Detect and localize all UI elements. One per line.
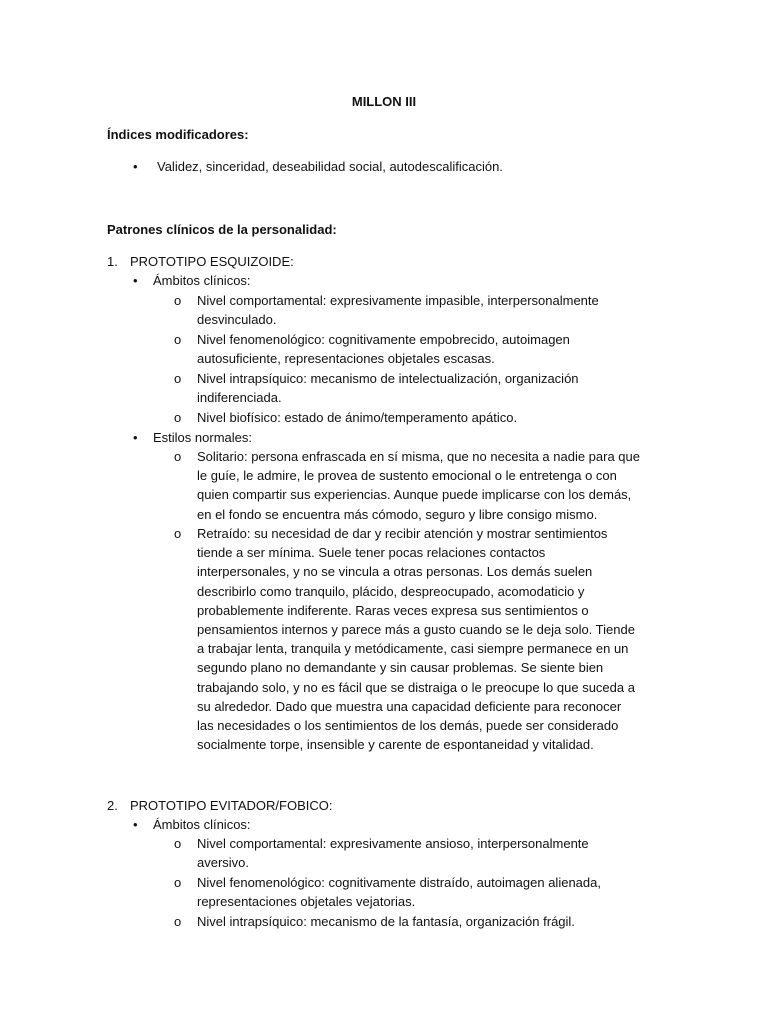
- list-item: [197, 873, 601, 911]
- bullet-marker: •: [133, 273, 138, 288]
- list-item: [197, 834, 589, 872]
- sub-marker: o: [174, 410, 182, 425]
- text-line: segundo plano no demandante y sin causar problemas. Se siente bien: [197, 660, 604, 676]
- text-line: en el fondo se encuentra más cómodo, seguro y libre consigo mismo.: [197, 506, 598, 522]
- text-line: Nivel biofísico: estado de ánimo/temperamento apático.: [197, 410, 518, 425]
- list-item: [197, 912, 575, 931]
- text-line: probablemente indiferente. Raras veces expresa sus sentimientos o: [197, 602, 589, 618]
- text-line: Nivel comportamental: expresivamente ansioso, interpersonalmente: [197, 836, 589, 851]
- patrones-heading: Patrones clínicos de la personalidad:: [107, 222, 337, 237]
- sub-marker: o: [174, 371, 182, 386]
- indices-heading: Índices modificadores:: [107, 127, 249, 142]
- sub-marker: o: [174, 526, 182, 541]
- text-line: a trabajar lenta, tranquila y metódicamente, casi siempre permanece en un: [197, 641, 629, 657]
- text-line: Nivel intrapsíquico: mecanismo de intelectualización, organización: [197, 371, 579, 386]
- list-item: [197, 291, 599, 329]
- text-line: desvinculado.: [197, 312, 277, 328]
- text-line: tiende a ser mínima. Suele tener pocas relaciones contactos: [197, 545, 546, 561]
- bullet-marker: •: [133, 817, 138, 832]
- estilos-label: Estilos normales:: [153, 430, 252, 445]
- text-line: Nivel fenomenológico: cognitivamente distraído, autoimagen alienada,: [197, 875, 601, 890]
- text-line: socialmente torpe, insensible y carente de espontaneidad y vitalidad.: [197, 737, 594, 753]
- section-number: 1.: [107, 254, 118, 269]
- sub-marker: o: [174, 914, 182, 929]
- list-item: [197, 524, 635, 754]
- sub-marker: o: [174, 293, 182, 308]
- section-number: 2.: [107, 798, 118, 813]
- text-line: Nivel comportamental: expresivamente impasible, interpersonalmente: [197, 293, 599, 308]
- list-item: [197, 330, 570, 368]
- sub-marker: o: [174, 875, 182, 890]
- text-line: representaciones objetales vejatorias.: [197, 894, 416, 910]
- bullet-marker: •: [133, 159, 138, 174]
- text-line: le guíe, le admire, le provea de sustento emocional o le entretenga o con: [197, 468, 617, 484]
- sub-marker: o: [174, 332, 182, 347]
- text-line: su alrededor. Dado que muestra una capacidad deficiente para reconocer: [197, 698, 622, 714]
- sub-marker: o: [174, 449, 182, 464]
- section-title: PROTOTIPO ESQUIZOIDE:: [130, 254, 294, 269]
- text-line: pensamientos internos y parece más a gusto cuando se le deja solo. Tiende: [197, 622, 635, 638]
- text-line: quien compartir sus experiencias. Aunque puede implicarse con los demás,: [197, 487, 632, 503]
- list-item: [197, 369, 579, 407]
- text-line: trabajando solo, y no es fácil que se distraiga o le preocupe lo que suceda a: [197, 679, 635, 695]
- text-line: Retraído: su necesidad de dar y recibir atención y mostrar sentimientos: [197, 526, 608, 541]
- list-item: [197, 447, 640, 524]
- ambitos-label: Ámbitos clínicos:: [153, 817, 251, 832]
- text-line: indiferenciada.: [197, 390, 282, 406]
- text-line: autosuficiente, representaciones objetales escasas.: [197, 351, 495, 367]
- sub-marker: o: [174, 836, 182, 851]
- text-line: Solitario: persona enfrascada en sí misma, que no necesita a nadie para que: [197, 449, 640, 464]
- text-line: aversivo.: [197, 855, 250, 871]
- text-line: interpersonales, y no se vincula a otras personas. Los demás suelen: [197, 564, 593, 580]
- ambitos-label: Ámbitos clínicos:: [153, 273, 251, 288]
- list-item: [197, 408, 517, 427]
- bullet-marker: •: [133, 430, 138, 445]
- text-line: Nivel intrapsíquico: mecanismo de la fantasía, organización frágil.: [197, 914, 575, 929]
- section-title: PROTOTIPO EVITADOR/FOBICO:: [130, 798, 333, 813]
- text-line: las necesidades o los sentimientos de los demás, puede ser considerado: [197, 718, 619, 734]
- text-line: describirlo como tranquilo, plácido, despreocupado, acomodaticio y: [197, 583, 585, 599]
- page-title: MILLON III: [351, 94, 417, 109]
- text-line: Nivel fenomenológico: cognitivamente empobrecido, autoimagen: [197, 332, 570, 347]
- indices-item: Validez, sinceridad, deseabilidad social, autodescalificación.: [157, 159, 503, 174]
